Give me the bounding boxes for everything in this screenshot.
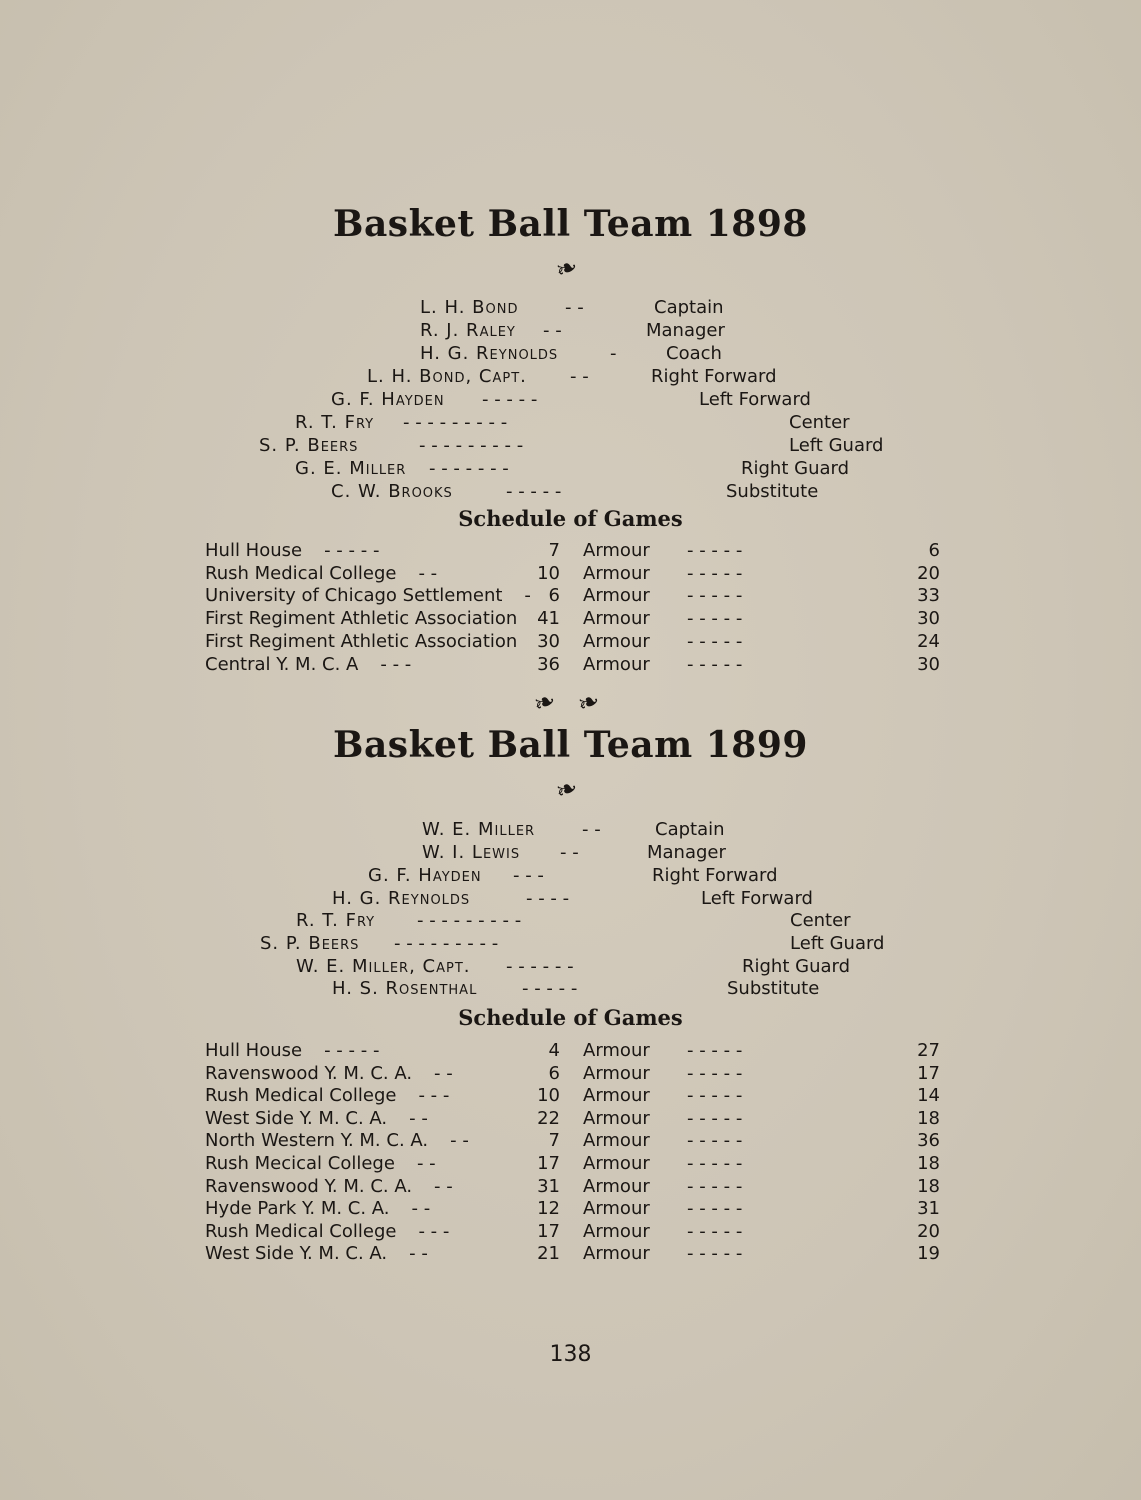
- lineup-row: S. P. Beers - - - - - - - - - Left Guard: [259, 435, 884, 456]
- ivy-leaf-icon: ❧: [529, 685, 561, 721]
- team-score: 19: [917, 1243, 940, 1265]
- opponent-score: 31: [537, 1175, 560, 1197]
- opponent-score: 21: [537, 1243, 560, 1265]
- team-name: Armour: [583, 562, 650, 584]
- game-row: [205, 630, 940, 653]
- team-score: 31: [917, 1198, 940, 1220]
- row-dashes: - - -: [380, 653, 412, 675]
- team-name: Armour: [583, 1153, 650, 1174]
- game-row: [205, 1107, 940, 1130]
- team-score: 18: [917, 1107, 940, 1129]
- team-score: 20: [917, 562, 940, 584]
- row-dashes: - - - - -: [687, 1198, 743, 1220]
- game-row: [205, 1129, 940, 1152]
- game-row: [205, 584, 940, 607]
- opponent-score: 22: [537, 1107, 560, 1129]
- row-dashes: - - - - -: [687, 1243, 743, 1265]
- row-dashes: -: [524, 585, 531, 607]
- team-score: 30: [917, 653, 940, 675]
- row-dashes: - -: [434, 1175, 453, 1197]
- opponent-name: Ravenswood Y. M. C. A.: [205, 1175, 413, 1197]
- team-score: 6: [928, 540, 940, 561]
- opponent-name: Hull House: [205, 540, 303, 561]
- row-dashes: - - - - -: [687, 1040, 743, 1061]
- ivy-leaf-icon: ❧: [551, 772, 583, 808]
- row-dashes: - -: [434, 1062, 453, 1084]
- row-dashes: - - - - -: [687, 1220, 743, 1242]
- opponent-score: 17: [537, 1220, 560, 1242]
- team-score: 24: [917, 630, 940, 652]
- lineup-row: G. F. Hayden - - - Right Forward: [368, 865, 778, 886]
- opponent-name: Rush Mecical College: [205, 1153, 395, 1174]
- opponent-name: First Regiment Athletic Association: [205, 608, 518, 630]
- title-1898: Basket Ball Team 1898: [333, 203, 808, 245]
- opponent-score: 10: [537, 1085, 560, 1107]
- game-row: [205, 653, 940, 676]
- opponent-name: First Regiment Athletic Association: [205, 630, 518, 652]
- opponent-score: 6: [548, 1062, 560, 1084]
- officer-row: W. E. Miller - - Captain: [422, 819, 725, 840]
- row-dashes: - - - - -: [687, 1085, 743, 1107]
- row-dashes: - - -: [418, 1220, 450, 1242]
- schedule-heading-1899: Schedule of Games: [458, 1005, 683, 1030]
- team-score: 33: [917, 585, 940, 607]
- opponent-score: 7: [548, 540, 560, 561]
- row-dashes: - - - - -: [687, 585, 743, 607]
- opponent-score: 17: [537, 1153, 560, 1174]
- team-score: 27: [917, 1040, 940, 1061]
- row-dashes: - -: [416, 1153, 436, 1174]
- game-row: [205, 1152, 940, 1175]
- title-1899: Basket Ball Team 1899: [333, 724, 808, 766]
- row-dashes: - - - - -: [687, 562, 743, 584]
- team-name: Armour: [583, 1085, 650, 1107]
- team-score: 20: [917, 1220, 940, 1242]
- row-dashes: - - -: [418, 1085, 450, 1107]
- game-row: [205, 1197, 940, 1220]
- row-dashes: - -: [411, 1198, 431, 1220]
- opponent-name: West Side Y. M. C. A.: [205, 1107, 388, 1129]
- team-name: Armour: [583, 1198, 650, 1220]
- game-row: [205, 607, 940, 630]
- officer-row: W. I. Lewis - - Manager: [422, 842, 726, 863]
- ivy-leaf-icon: ❧: [551, 251, 583, 287]
- opponent-score: 6: [548, 585, 560, 607]
- lineup-row: H. S. Rosenthal - - - - - Substitute: [332, 978, 820, 999]
- lineup-row: S. P. Beers - - - - - - - - - Left Guard: [260, 933, 885, 954]
- row-dashes: - - - - -: [687, 630, 743, 652]
- game-row: [205, 539, 940, 562]
- team-name: Armour: [583, 1130, 650, 1152]
- page-number: 138: [549, 1342, 592, 1367]
- opponent-score: 30: [537, 630, 560, 652]
- row-dashes: - -: [409, 1243, 428, 1265]
- team-score: 14: [917, 1085, 940, 1107]
- opponent-name: Hull House: [205, 1040, 303, 1061]
- opponent-name: West Side Y. M. C. A.: [205, 1243, 388, 1265]
- row-dashes: - - - - -: [687, 1107, 743, 1129]
- game-row: [205, 1220, 940, 1243]
- opponent-score: 41: [537, 608, 560, 630]
- team-score: 18: [917, 1153, 940, 1174]
- opponent-score: 10: [537, 562, 560, 584]
- lineup-row: R. T. Fry - - - - - - - - - Center: [296, 910, 851, 931]
- team-score: 17: [917, 1062, 940, 1084]
- opponent-name: Ravenswood Y. M. C. A.: [205, 1062, 413, 1084]
- lineup-row: R. T. Fry - - - - - - - - - Center: [295, 412, 850, 433]
- team-name: Armour: [583, 653, 650, 675]
- team-name: Armour: [583, 1062, 650, 1084]
- lineup-row: H. G. Reynolds - - - - Left Forward: [332, 888, 813, 909]
- lineup-row: L. H. Bond, Capt. - - Right Forward: [367, 366, 777, 387]
- opponent-name: Rush Medical College: [205, 1220, 397, 1242]
- row-dashes: - - - - -: [687, 1062, 743, 1084]
- team-score: 18: [917, 1175, 940, 1197]
- team-name: Armour: [583, 540, 650, 561]
- game-row: [205, 1175, 940, 1198]
- opponent-score: 4: [548, 1040, 560, 1061]
- game-row: [205, 1039, 940, 1062]
- opponent-name: Hyde Park Y. M. C. A.: [205, 1198, 390, 1220]
- row-dashes: - - - - -: [687, 608, 743, 630]
- opponent-score: 36: [537, 653, 560, 675]
- row-dashes: - -: [418, 562, 438, 584]
- officer-row: L. H. Bond - - Captain: [420, 297, 724, 318]
- game-row: [205, 1062, 940, 1085]
- game-row: [205, 1242, 940, 1265]
- team-name: Armour: [583, 1220, 650, 1242]
- lineup-row: C. W. Brooks - - - - - Substitute: [331, 481, 819, 502]
- team-name: Armour: [583, 1175, 650, 1197]
- row-dashes: - - - - -: [687, 540, 743, 561]
- game-row: [205, 562, 940, 585]
- opponent-name: University of Chicago Settlement: [205, 585, 503, 607]
- lineup-row: G. F. Hayden - - - - - Left Forward: [331, 389, 811, 410]
- schedule-heading-1898: Schedule of Games: [458, 506, 683, 531]
- team-name: Armour: [583, 1040, 650, 1061]
- lineup-row: W. E. Miller, Capt. - - - - - - Right Guard: [296, 956, 851, 977]
- officer-row: H. G. Reynolds - Coach: [420, 343, 722, 364]
- row-dashes: - - - - -: [687, 653, 743, 675]
- opponent-name: North Western Y. M. C. A.: [205, 1130, 429, 1152]
- row-dashes: - - - - -: [687, 1130, 743, 1152]
- team-name: Armour: [583, 1107, 650, 1129]
- team-name: Armour: [583, 608, 650, 630]
- opponent-score: 12: [537, 1198, 560, 1220]
- officer-row: R. J. Raley - - Manager: [420, 320, 725, 341]
- game-row: [205, 1084, 940, 1107]
- opponent-name: Rush Medical College: [205, 562, 397, 584]
- team-score: 36: [917, 1130, 940, 1152]
- opponent-name: Rush Medical College: [205, 1085, 397, 1107]
- team-score: 30: [917, 608, 940, 630]
- opponent-name: Central Y. M. C. A: [205, 653, 359, 675]
- row-dashes: - - - - -: [687, 1153, 743, 1174]
- lineup-row: G. E. Miller - - - - - - - Right Guard: [295, 458, 850, 479]
- opponent-score: 7: [548, 1130, 560, 1152]
- team-name: Armour: [583, 1243, 650, 1265]
- row-dashes: - -: [409, 1107, 428, 1129]
- row-dashes: - - - - -: [687, 1175, 743, 1197]
- team-name: Armour: [583, 585, 650, 607]
- team-name: Armour: [583, 630, 650, 652]
- row-dashes: - - - - -: [324, 540, 380, 561]
- row-dashes: - -: [450, 1130, 469, 1152]
- row-dashes: - - - - -: [324, 1040, 380, 1061]
- ivy-leaf-icon: ❧: [573, 685, 605, 721]
